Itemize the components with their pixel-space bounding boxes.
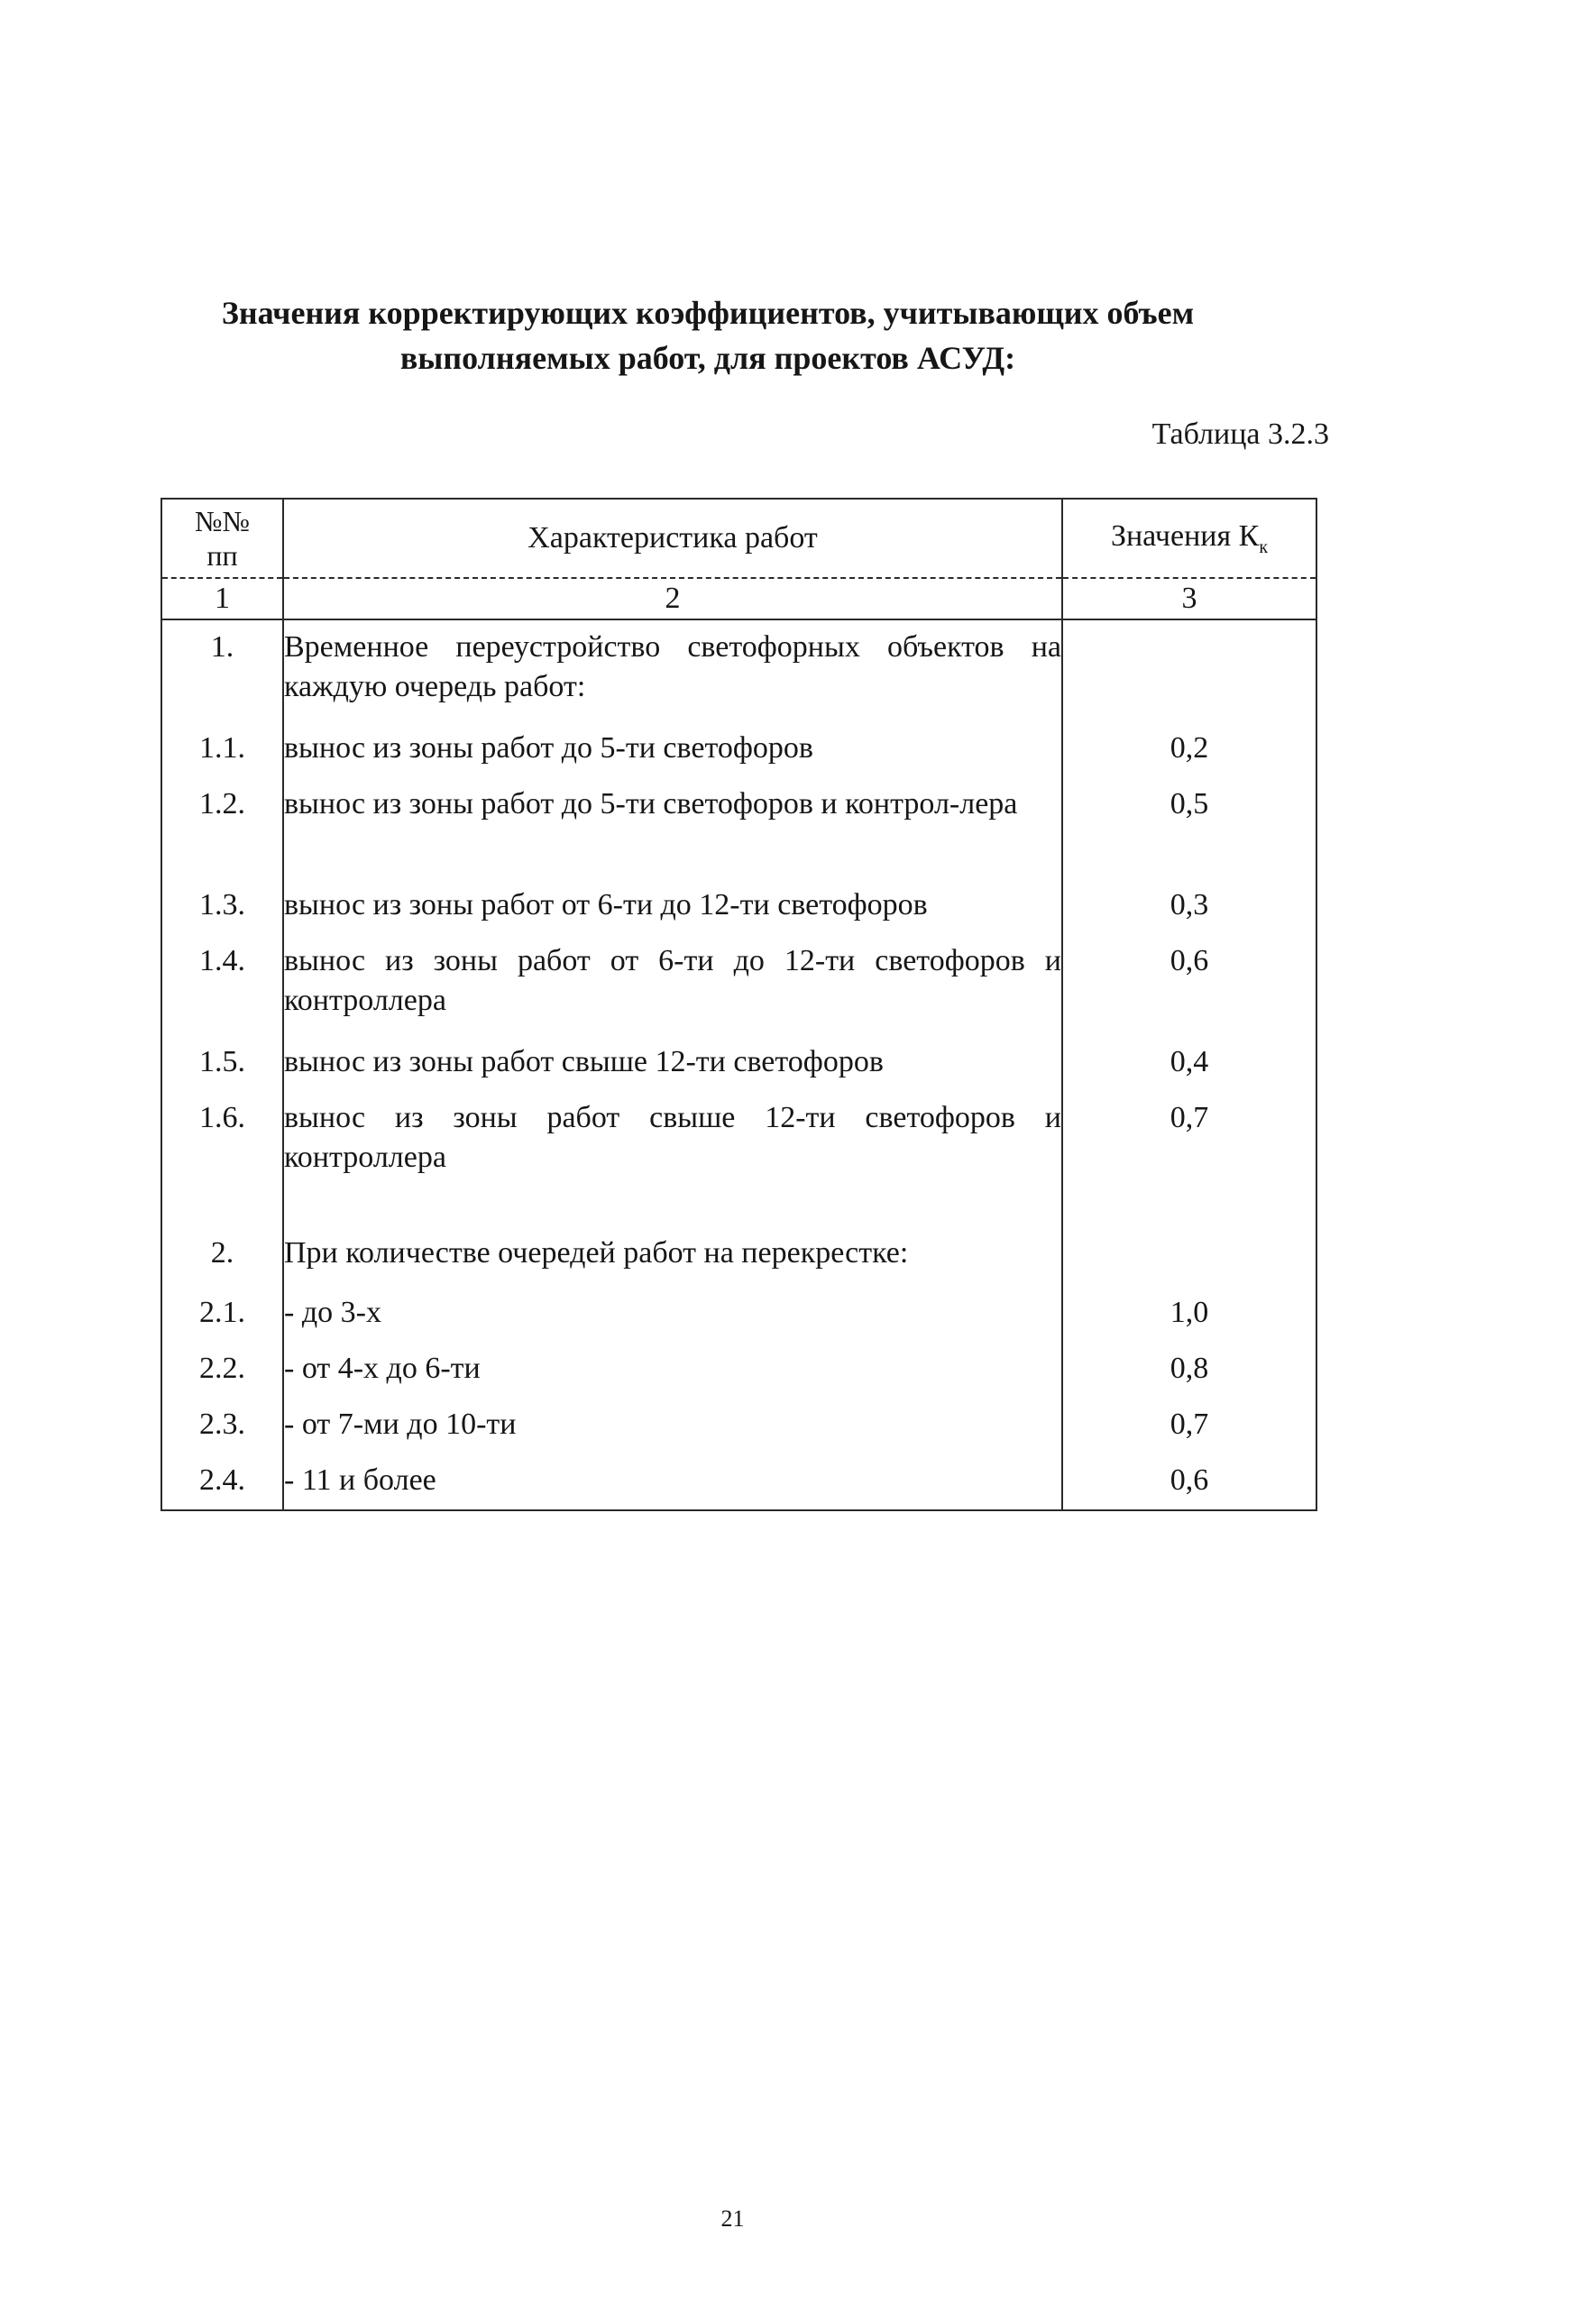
row-number: 1.6. [161,1091,283,1192]
header-number [161,499,283,578]
header-row [161,499,1316,578]
row-value: 0,4 [1062,1035,1316,1091]
table-header [161,499,1316,578]
row-value [1062,619,1316,721]
column-number-row [161,578,1316,619]
row-number: 1.2. [161,777,283,878]
table-row [161,1286,1316,1342]
row-description: - 11 и более [283,1453,1062,1510]
row-value: 0,8 [1062,1342,1316,1398]
table-row [161,1192,1316,1286]
page-number: 21 [720,2205,745,2232]
header-description: Характеристика работ [283,499,1062,578]
table-row [161,619,1316,721]
table-row [161,1091,1316,1192]
row-value: 0,2 [1062,721,1316,777]
row-number: 1.1. [161,721,283,777]
row-description: - от 7-ми до 10-ти [283,1398,1062,1453]
title-line-1: Значения корректирующих коэффициентов, учитывающих объем [221,295,1195,331]
table-row [161,1342,1316,1398]
table-row [161,934,1316,1035]
row-description: вынос из зоны работ до 5-ти светофоров [283,721,1062,777]
table-row [161,1453,1316,1510]
row-number: 1.5. [161,1035,283,1091]
row-number: 1.3. [161,878,283,934]
row-description: вынос из зоны работ свыше 12-ти светофоров и контроллера [283,1091,1062,1192]
row-description: Временное переустройство светофорных объектов на каждую очередь работ: [283,619,1062,721]
row-number: 2.4. [161,1453,283,1510]
row-value: 0,6 [1062,1453,1316,1510]
row-description: вынос из зоны работ от 6-ти до 12-ти светофоров [283,878,1062,934]
row-value [1062,1192,1316,1286]
page-title [117,290,1298,381]
row-description: При количестве очередей работ на перекрестке: [283,1192,1062,1286]
table-row [161,878,1316,934]
column-number: 1 [161,578,283,619]
row-number: 2.1. [161,1286,283,1342]
row-number: 1. [161,619,283,721]
table-row [161,1398,1316,1453]
row-value: 0,6 [1062,934,1316,1035]
row-number: 1.4. [161,934,283,1035]
row-value: 0,3 [1062,878,1316,934]
table-row [161,1035,1316,1091]
table-row [161,777,1316,878]
title-line-2: выполняемых работ, для проектов АСУД: [399,340,1016,376]
row-description: - до 3-х [283,1286,1062,1342]
header-value [1062,499,1316,578]
row-number: 2.3. [161,1398,283,1453]
row-description: вынос из зоны работ свыше 12-ти светофоров [283,1035,1062,1091]
header-value-subscript: к [1259,536,1269,557]
row-number: 2. [161,1192,283,1286]
table-label: Таблица 3.2.3 [1151,417,1329,451]
row-description: вынос из зоны работ до 5-ти светофоров и контрол-лера [283,777,1062,878]
table-body [161,578,1316,1510]
row-value: 0,7 [1062,1091,1316,1192]
header-value-label: Значения К [1110,518,1260,553]
row-value: 0,7 [1062,1398,1316,1453]
row-description: - от 4-х до 6-ти [283,1342,1062,1398]
coefficients-table [161,498,1317,1511]
row-value: 1,0 [1062,1286,1316,1342]
column-number: 2 [283,578,1062,619]
table-row [161,721,1316,777]
row-value: 0,5 [1062,777,1316,878]
column-number: 3 [1062,578,1316,619]
row-description: вынос из зоны работ от 6-ти до 12-ти светофоров и контроллера [283,934,1062,1035]
header-number-line-1: №№ [194,505,251,537]
row-number: 2.2. [161,1342,283,1398]
header-number-line-2: пп [206,539,238,572]
